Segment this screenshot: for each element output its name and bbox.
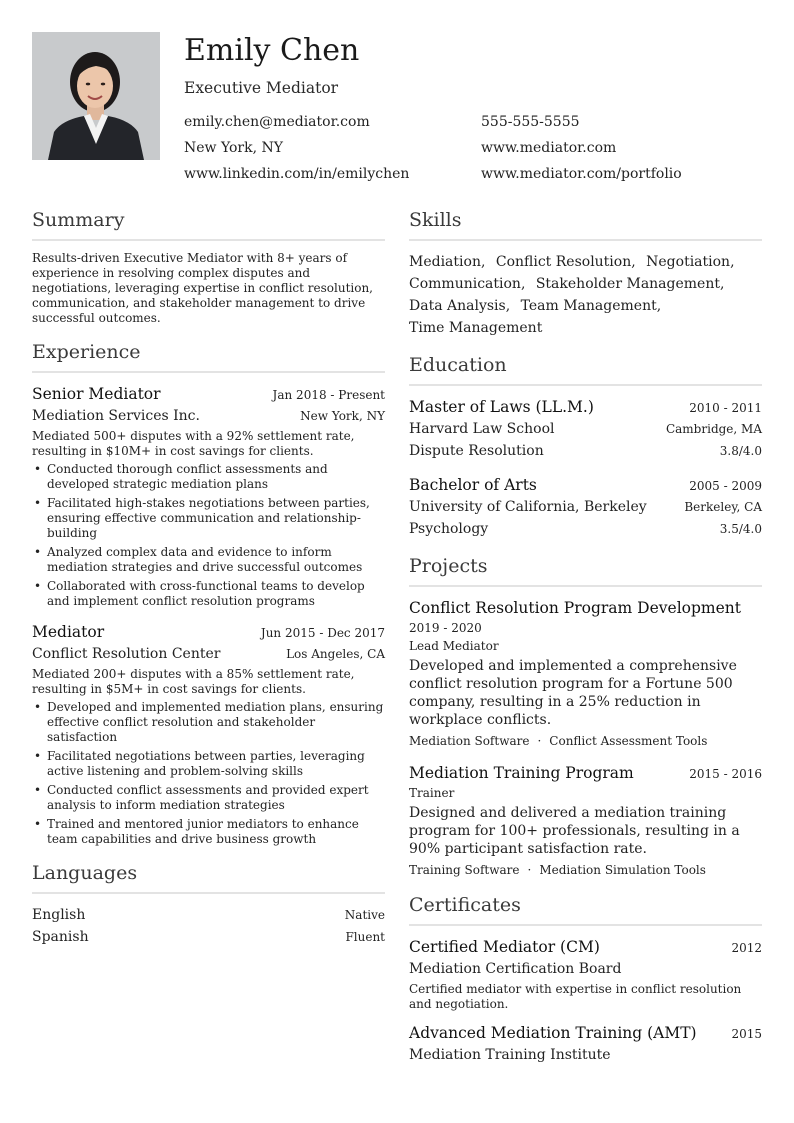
email-link[interactable]: emily.chen@mediator.com: [184, 114, 370, 130]
certificate-title: Certified Mediator (CM): [409, 938, 600, 956]
skill-item: Stakeholder Management,: [535, 276, 725, 292]
skill-item: Time Management: [409, 320, 543, 336]
project-tools: [409, 861, 762, 879]
experience-item: [32, 383, 385, 609]
job-bullet: • Analyzed complex data and evidence to inform mediation strategies and drive successful outcomes: [32, 545, 385, 575]
project-role: Trainer: [409, 786, 455, 800]
education-degree: Bachelor of Arts: [409, 476, 537, 494]
job-bullet: • Facilitated negotiations between parties, leveraging active listening and problem-solving skills: [32, 749, 385, 779]
job-dates: Jun 2015 - Dec 2017: [260, 626, 385, 640]
website-link[interactable]: www.mediator.com: [481, 140, 617, 156]
section-title-skills: Skills: [409, 206, 762, 241]
certificate-issuer: Mediation Certification Board: [409, 961, 622, 977]
job-location: Los Angeles, CA: [286, 647, 385, 661]
education-section: [409, 351, 762, 540]
job-bullets: [32, 700, 385, 847]
project-tool: Mediation Software: [409, 734, 530, 748]
section-title-languages: Languages: [32, 859, 385, 894]
education-location: Cambridge, MA: [665, 422, 762, 436]
project-description: Developed and implemented a comprehensive conflict resolution program for a Fortune 500 company, resulting in a 25% reduction in workplace conflicts.: [409, 658, 737, 728]
job-company: Conflict Resolution Center: [32, 646, 221, 662]
certificate-item: [409, 936, 762, 1012]
project-tool: Conflict Assessment Tools: [549, 734, 708, 748]
separator-dot: ·: [527, 863, 532, 877]
portfolio-link[interactable]: www.mediator.com/portfolio: [481, 166, 682, 182]
education-item: [409, 474, 762, 540]
profile-photo: [32, 32, 160, 160]
skill-item: Team Management,: [520, 298, 662, 314]
language-item: [32, 904, 385, 926]
education-school: Harvard Law School: [409, 421, 555, 437]
project-title: Mediation Training Program: [409, 764, 634, 782]
job-dates: Jan 2018 - Present: [272, 388, 385, 402]
summary-section: [32, 206, 385, 326]
education-gpa: 3.5/4.0: [719, 522, 762, 536]
project-item: [409, 597, 762, 750]
job-bullet: • Developed and implemented mediation plans, ensuring effective conflict resolution and stakeholder satisfaction: [32, 700, 385, 745]
languages-section: [32, 859, 385, 948]
section-title-summary: Summary: [32, 206, 385, 241]
certificate-year: 2015: [731, 1027, 762, 1041]
project-tools: [409, 732, 762, 750]
education-dates: 2005 - 2009: [689, 479, 762, 493]
language-item: [32, 926, 385, 948]
skill-item: Communication,: [409, 276, 526, 292]
language-name: Spanish: [32, 929, 89, 945]
project-item: [409, 762, 762, 879]
skills-list: [409, 251, 762, 339]
project-dates: 2015 - 2016: [689, 767, 762, 781]
section-title-certificates: Certificates: [409, 891, 762, 926]
job-bullet: • Collaborated with cross-functional teams to develop and implement conflict resolution programs: [32, 579, 385, 609]
candidate-role: Executive Mediator: [184, 79, 339, 97]
project-title: Conflict Resolution Program Development: [409, 599, 741, 617]
projects-section: [409, 552, 762, 879]
job-company: Mediation Services Inc.: [32, 408, 200, 424]
education-dates: 2010 - 2011: [689, 401, 762, 415]
left-column: [32, 206, 385, 960]
certificate-issuer: Mediation Training Institute: [409, 1047, 611, 1063]
project-tool: Mediation Simulation Tools: [539, 863, 706, 877]
certificate-year: 2012: [731, 941, 762, 955]
resume-header: [32, 32, 762, 192]
education-item: [409, 396, 762, 462]
project-role: Lead Mediator: [409, 639, 499, 653]
job-bullet: • Facilitated high-stakes negotiations between parties, ensuring effective communication and relationship-building: [32, 496, 385, 541]
experience-item: [32, 621, 385, 847]
job-title: Senior Mediator: [32, 385, 161, 403]
linkedin-link[interactable]: www.linkedin.com/in/emilychen: [184, 166, 410, 182]
skill-item: Data Analysis,: [409, 298, 511, 314]
language-level: Fluent: [345, 930, 385, 944]
skills-section: [409, 206, 762, 339]
skill-item: Mediation,: [409, 254, 486, 270]
location-text: New York, NY: [184, 140, 283, 156]
job-bullet: • Trained and mentored junior mediators to enhance team capabilities and drive business growth: [32, 817, 385, 847]
candidate-name: Emily Chen: [184, 33, 360, 68]
phone-number[interactable]: 555-555-5555: [481, 114, 580, 130]
education-school: University of California, Berkeley: [409, 499, 647, 515]
section-title-experience: Experience: [32, 338, 385, 373]
education-gpa: 3.8/4.0: [719, 444, 762, 458]
separator-dot: ·: [537, 734, 542, 748]
certificate-item: [409, 1022, 762, 1066]
section-title-education: Education: [409, 351, 762, 386]
job-summary: Mediated 500+ disputes with a 92% settlement rate, resulting in $10M+ in cost savings for clients.: [32, 429, 355, 458]
job-bullet: • Conducted conflict assessments and provided expert analysis to inform mediation strategies: [32, 783, 385, 813]
certificates-section: [409, 891, 762, 1066]
certificate-title: Advanced Mediation Training (AMT): [409, 1024, 697, 1042]
project-dates: 2019 - 2020: [409, 621, 482, 635]
education-field: Dispute Resolution: [409, 443, 544, 459]
job-title: Mediator: [32, 623, 105, 641]
education-field: Psychology: [409, 521, 489, 537]
job-bullet: • Conducted thorough conflict assessments and developed strategic mediation plans: [32, 462, 385, 492]
certificate-description: Certified mediator with expertise in conflict resolution and negotiation.: [409, 982, 742, 1011]
job-location: New York, NY: [300, 409, 385, 423]
right-column: [409, 206, 762, 1078]
language-name: English: [32, 907, 86, 923]
job-summary: Mediated 200+ disputes with a 85% settlement rate, resulting in $5M+ in cost savings for clients.: [32, 667, 355, 696]
summary-text: Results-driven Executive Mediator with 8+ years of experience in resolving complex disputes and negotiations, leveraging expertise in conflict resolution, communication, and stakeholder management to drive successful outcomes.: [32, 251, 373, 325]
education-location: Berkeley, CA: [684, 500, 762, 514]
experience-section: [32, 338, 385, 847]
skill-item: Negotiation,: [646, 254, 735, 270]
project-tool: Training Software: [409, 863, 520, 877]
section-title-projects: Projects: [409, 552, 762, 587]
project-description: Designed and delivered a mediation training program for 100+ professionals, resulting in a 90% participant satisfaction rate.: [409, 805, 740, 857]
skill-item: Conflict Resolution,: [495, 254, 636, 270]
education-degree: Master of Laws (LL.M.): [409, 398, 594, 416]
language-level: Native: [344, 908, 385, 922]
job-bullets: [32, 462, 385, 609]
